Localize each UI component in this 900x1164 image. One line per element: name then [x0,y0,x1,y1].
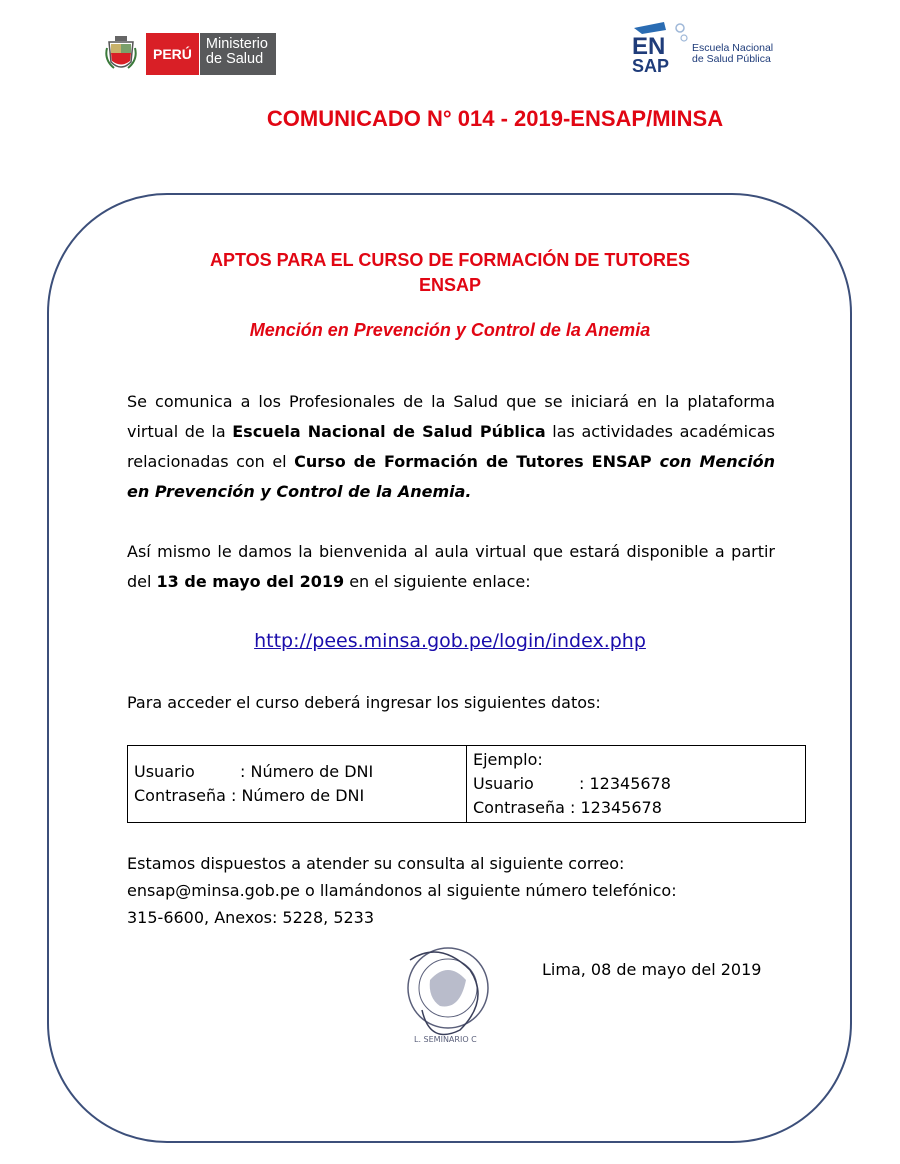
ensap-name [692,43,773,65]
usuario-label: Usuario [134,762,195,781]
svg-text:SAP: SAP [632,56,670,76]
password-label: Contraseña [134,786,226,805]
ensap-logo [630,18,773,76]
credentials-cell [128,746,467,823]
password-value: : Número de DNI [230,786,365,805]
contact-line3: 315-6600, Anexos: 5228, 5233 [127,908,375,927]
example-cell [467,746,806,823]
heading-line1: APTOS PARA EL CURSO DE FORMACIÓN DE TUTORES [209,250,691,270]
ensap-mark-icon [630,18,688,76]
p1-bold-italic: con Mención en Prevención y Control de la Anemia. [127,452,776,501]
minsa-wordmark [146,33,276,75]
p1-text1: Se comunica a los Profesionales de la Salud que se iniciará en la plataforma virtual de la [127,392,775,441]
p1-text2: las actividades académicas relacionadas con el [127,422,775,471]
document-date: Lima, 08 de mayo del 2019 [542,960,762,979]
heading-line2: ENSAP [418,275,481,295]
example-password-value: : 12345678 [569,798,662,817]
ministry-line1: Ministerio [205,36,268,52]
p2-bold-date: 13 de mayo del 2019 [156,572,345,591]
svg-text:EN: EN [632,33,666,60]
stamp-text: L. SEMINARIO C [414,1035,477,1044]
comunicado-title: COMUNICADO N° 014 - 2019-ENSAP/MINSA [266,106,724,131]
contact-line1: Estamos dispuestos a atender su consulta al siguiente correo: [127,854,625,873]
heading-subtitle: Mención en Prevención y Control de la Anemia [249,320,651,340]
ensap-line1: Escuela Nacional [692,42,774,54]
paragraph-welcome [127,537,775,597]
table-row [128,746,806,823]
example-password-line [473,796,799,820]
paragraph-intro [127,387,775,507]
p1-bold2: Curso de Formación de Tutores ENSAP [294,452,652,471]
paragraph-access: Para acceder el curso deberá ingresar los siguientes datos: [127,693,601,712]
official-seal-stamp [400,940,500,1050]
usuario-value: : Número de DNI [240,762,374,781]
ensap-line2: de Salud Pública [692,53,771,65]
contact-paragraph [127,850,677,931]
example-user-value: : 12345678 [579,774,671,793]
platform-link[interactable]: http://pees.minsa.gob.pe/login/index.php [254,630,646,652]
p2-text2: en el siguiente enlace: [344,572,531,591]
contact-line2: ensap@minsa.gob.pe o llamándonos al siguiente número telefónico: [127,881,677,900]
example-title: Ejemplo: [473,750,543,769]
minsa-logo [104,32,276,76]
credentials-table [127,745,806,823]
example-user-line [473,772,799,796]
peru-coat-of-arms-icon [104,34,138,74]
p1-bold1: Escuela Nacional de Salud Pública [232,422,546,441]
example-user-label: Usuario [473,774,534,793]
peru-label: PERÚ [146,33,199,75]
example-password-label: Contraseña [473,798,565,817]
ministry-label [199,33,276,75]
main-heading [140,248,760,298]
usuario-line [134,760,460,784]
password-line [134,784,460,808]
ministry-line2: de Salud [205,51,264,67]
p2-text1: Así mismo le damos la bienvenida al aula virtual que estará disponible a partir del [127,542,775,591]
